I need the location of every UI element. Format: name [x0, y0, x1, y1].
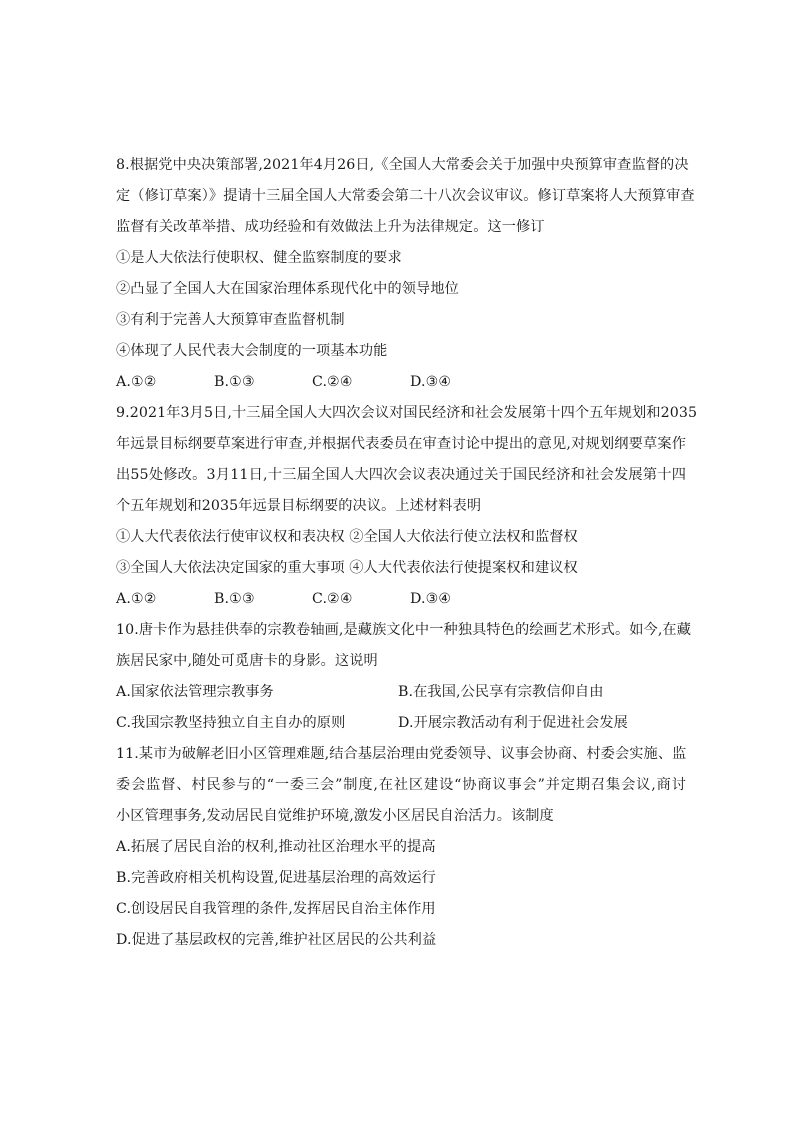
question-8	[116, 150, 695, 398]
question-stem-line: 委会监督、村民参与的“一委三会”制度,在社区建设“协商议事会”并定期召集会议,商讨	[116, 777, 686, 793]
question-9	[116, 398, 698, 615]
statement-item: ②凸显了全国人大在国家治理体系现代化中的领导地位	[116, 281, 459, 297]
question-stem-line: 10.唐卡作为悬挂供奉的宗教卷轴画,是藏族文化中一种独具特色的绘画艺术形式。如今,在藏	[116, 622, 692, 638]
statement-item: ①是人大依法行使职权、健全监察制度的要求	[116, 250, 402, 266]
question-stem-line: 8.根据党中央决策部署,2021年4月26日,《全国人大常委会关于加强中央预算审查监督的决	[116, 157, 689, 173]
question-stem-line: 年远景目标纲要草案进行审查,并根据代表委员在审查讨论中提出的意见,对规划纲要草案作	[116, 436, 686, 452]
option-a[interactable]: A.①②	[116, 591, 157, 607]
options-row	[116, 708, 686, 739]
question-10	[116, 615, 692, 739]
option-a[interactable]: A.①②	[116, 374, 157, 390]
statement-item: ③有利于完善人大预算审查监督机制	[116, 312, 345, 328]
question-stem-line: 个五年规划和2035年远景目标纲要的决议。上述材料表明	[116, 498, 482, 514]
question-stem-line: 族居民家中,随处可觅唐卡的身影。这说明	[116, 653, 378, 669]
exam-page	[116, 150, 698, 956]
option-c[interactable]: C.②④	[312, 591, 353, 607]
option-c[interactable]: C.我国宗教坚持独立自主自办的原则	[116, 715, 346, 731]
statement-item: ④体现了人民代表大会制度的一项基本功能	[116, 343, 388, 359]
question-stem-line: 出55处修改。3月11日,十三届全国人大四次会议表决通过关于国民经济和社会发展第十四	[116, 467, 686, 483]
question-stem-line: 11.某市为破解老旧小区管理难题,结合基层治理由党委领导、议事会协商、村委会实施、监	[116, 746, 687, 762]
question-stem-line: 9.2021年3月5日,十三届全国人大四次会议对国民经济和社会发展第十四个五年规划和2035	[116, 405, 698, 421]
option-a[interactable]: A.拓展了居民自治的权利,推动社区治理水平的提高	[116, 839, 436, 855]
statement-item: ③全国人大依法决定国家的重大事项 ④人大代表依法行使提案权和建议权	[116, 560, 578, 576]
option-a[interactable]: A.国家依法管理宗教事务	[116, 684, 274, 700]
option-d[interactable]: D.③④	[410, 591, 452, 607]
question-stem-line: 小区管理事务,发动居民自觉维护环境,激发小区居民自治活力。该制度	[116, 808, 554, 824]
options-row	[116, 367, 686, 398]
option-c[interactable]: C.创设居民自我管理的条件,发挥居民自治主体作用	[116, 901, 436, 917]
statement-item: ①人大代表依法行使审议权和表决权 ②全国人大依法行使立法权和监督权	[116, 529, 578, 545]
option-b[interactable]: B.完善政府相关机构设置,促进基层治理的高效运行	[116, 870, 436, 886]
question-stem-line: 监督有关改革举措、成功经验和有效做法上升为法律规定。这一修订	[116, 219, 545, 235]
option-d[interactable]: D.③④	[410, 374, 452, 390]
option-b[interactable]: B.①③	[214, 374, 255, 390]
question-stem-line: 定（修订草案）》提请十三届全国人大常委会第二十八次会议审议。修订草案将人大预算审查	[116, 188, 695, 204]
option-b[interactable]: B.①③	[214, 591, 255, 607]
option-d[interactable]: D.开展宗教活动有利于促进社会发展	[398, 715, 628, 731]
options-row	[116, 677, 686, 708]
option-b[interactable]: B.在我国,公民享有宗教信仰自由	[398, 684, 604, 700]
options-row	[116, 584, 686, 615]
question-11	[116, 739, 686, 956]
option-c[interactable]: C.②④	[312, 374, 353, 390]
option-d[interactable]: D.促进了基层政权的完善,维护社区居民的公共利益	[116, 932, 437, 948]
